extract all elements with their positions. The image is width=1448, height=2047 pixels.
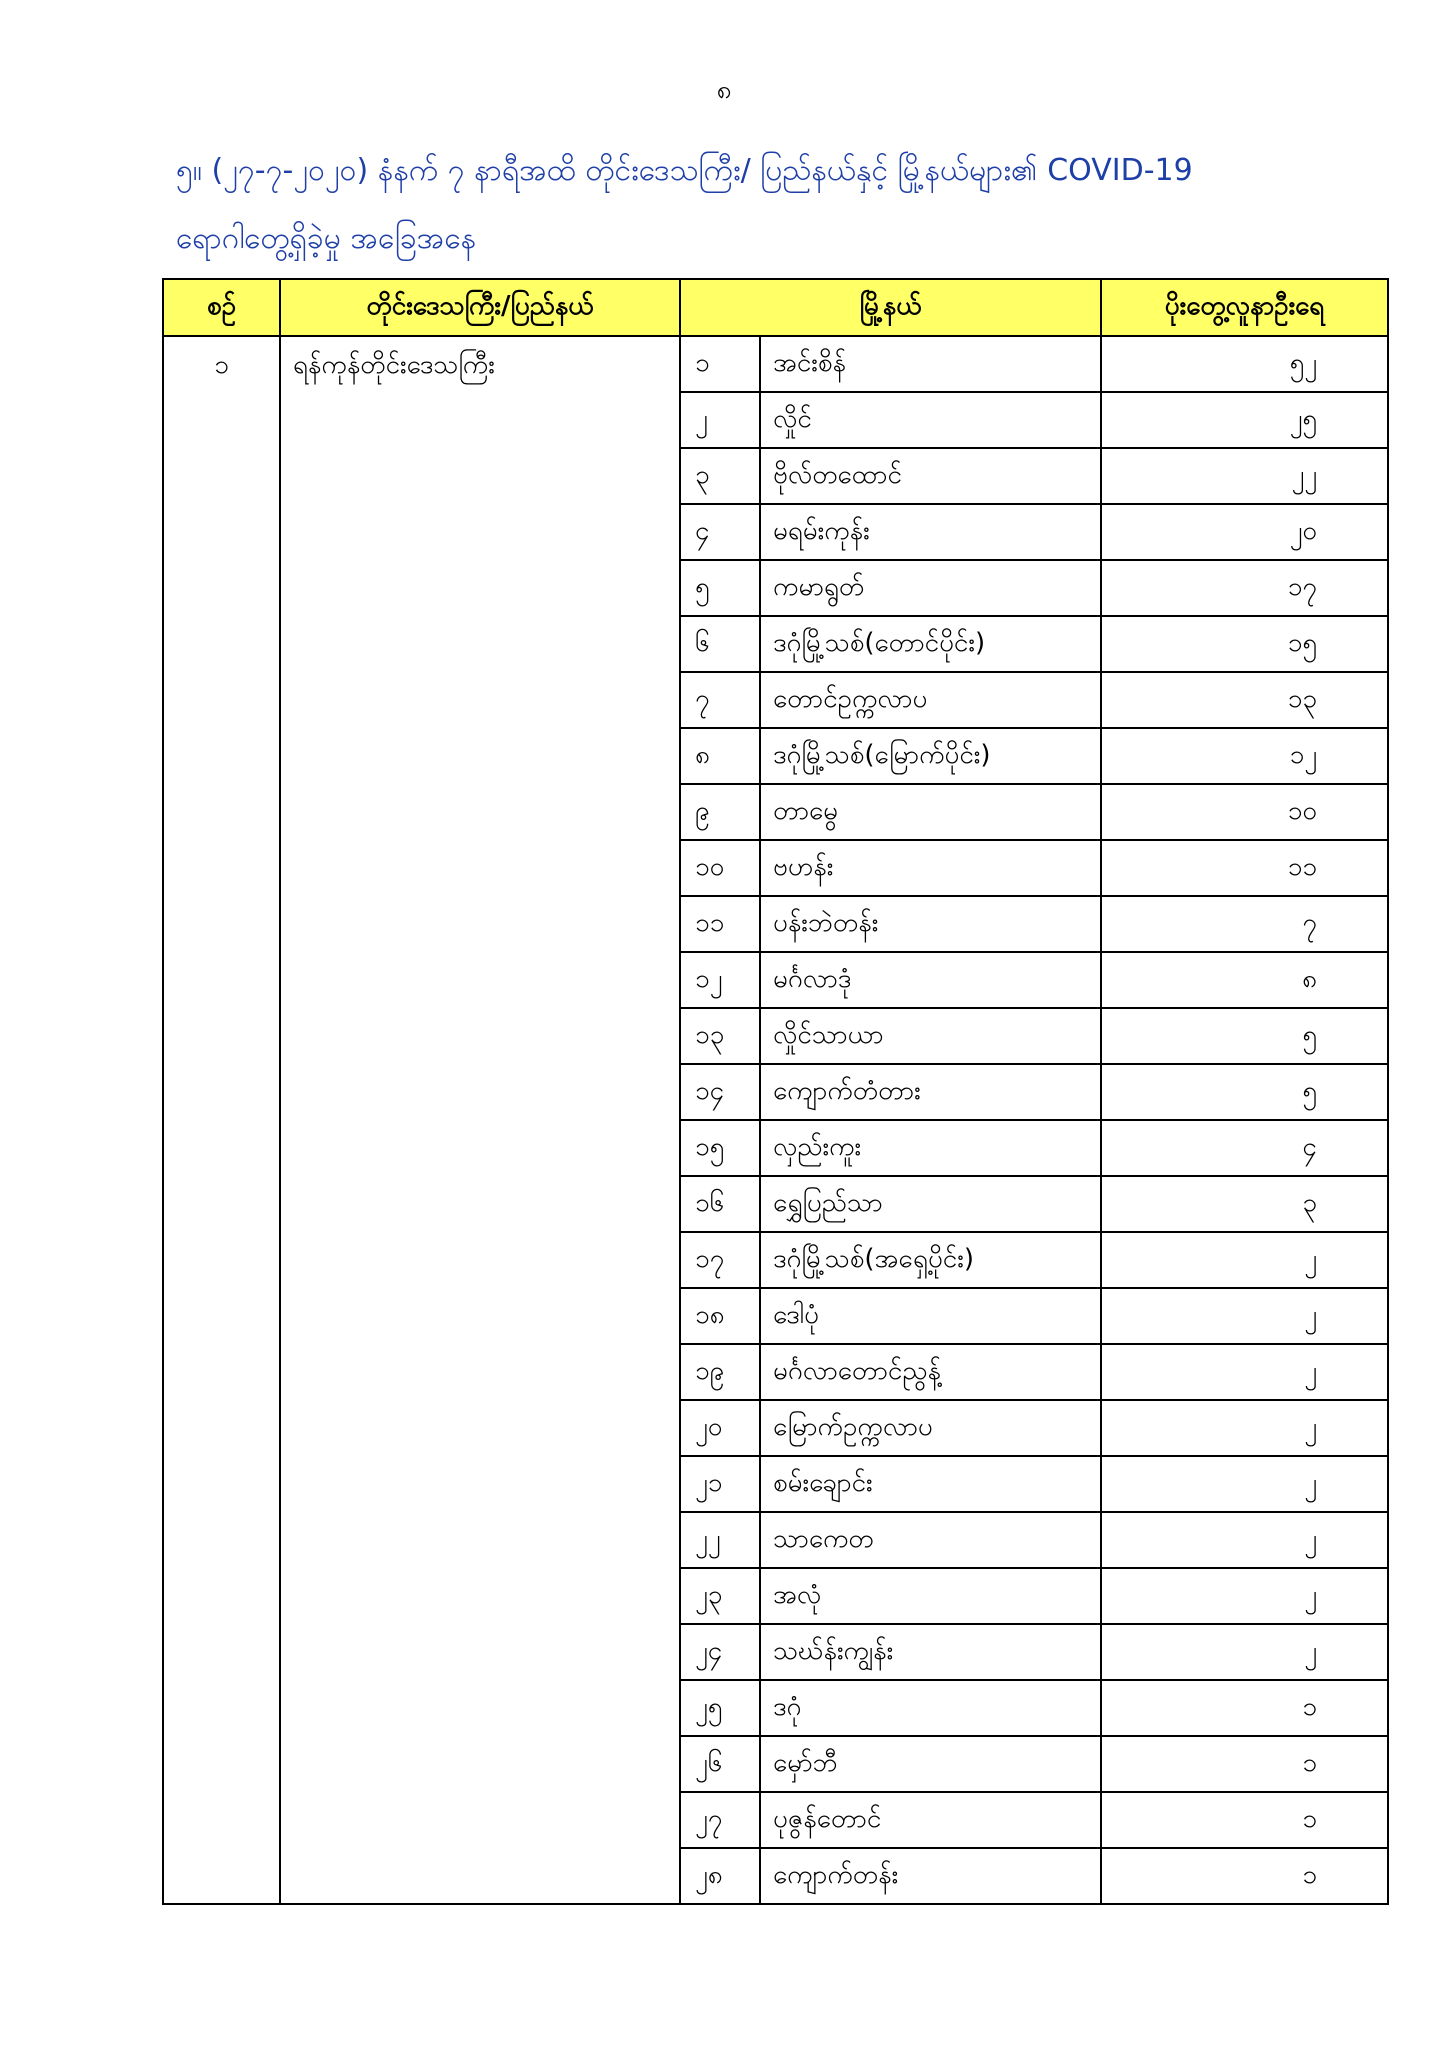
case-count: ၁၂ [1101, 728, 1388, 784]
township-number: ၂၄ [680, 1624, 760, 1680]
township-name: မင်္ဂလာဒုံ [760, 952, 1101, 1008]
township-number: ၇ [680, 672, 760, 728]
township-number: ၄ [680, 504, 760, 560]
township-name: အလုံ [760, 1568, 1101, 1624]
township-number: ၁၁ [680, 896, 760, 952]
township-number: ၁ [680, 336, 760, 392]
township-number: ၁၇ [680, 1232, 760, 1288]
case-count: ၁ [1101, 1792, 1388, 1848]
township-number: ၂၃ [680, 1568, 760, 1624]
township-name: ဒေါပုံ [760, 1288, 1101, 1344]
header-serial: စဉ် [163, 279, 280, 336]
township-name: လှည်းကူး [760, 1120, 1101, 1176]
township-number: ၂၂ [680, 1512, 760, 1568]
case-count: ၁ [1101, 1736, 1388, 1792]
case-count: ၁၀ [1101, 784, 1388, 840]
township-number: ၂၅ [680, 1680, 760, 1736]
case-count: ၂ [1101, 1624, 1388, 1680]
township-name: လှိုင် [760, 392, 1101, 448]
case-count: ၂၂ [1101, 448, 1388, 504]
case-count: ၅ [1101, 1008, 1388, 1064]
case-count: ၂ [1101, 1344, 1388, 1400]
township-number: ၂၈ [680, 1848, 760, 1904]
case-count: ၇ [1101, 896, 1388, 952]
township-name: တောင်ဥက္ကလာပ [760, 672, 1101, 728]
case-count: ၅ [1101, 1064, 1388, 1120]
township-name: တာမွေ [760, 784, 1101, 840]
case-count: ၂၀ [1101, 504, 1388, 560]
township-number: ၂ [680, 392, 760, 448]
case-count: ၅၂ [1101, 336, 1388, 392]
township-name: မင်္ဂလာတောင်ညွန့် [760, 1344, 1101, 1400]
township-name: လှိုင်သာယာ [760, 1008, 1101, 1064]
township-name: မရမ်းကုန်း [760, 504, 1101, 560]
case-count: ၈ [1101, 952, 1388, 1008]
township-name: ဗိုလ်တထောင် [760, 448, 1101, 504]
township-number: ၆ [680, 616, 760, 672]
township-name: အင်းစိန် [760, 336, 1101, 392]
document-heading-continued: ရောဂါတွေ့ရှိခဲ့မှု အခြေအနေ [176, 221, 477, 256]
page-number: ၈ [716, 75, 732, 105]
township-number: ၉ [680, 784, 760, 840]
township-number: ၁၉ [680, 1344, 760, 1400]
township-number: ၁၂ [680, 952, 760, 1008]
case-count: ၁၃ [1101, 672, 1388, 728]
township-number: ၁၅ [680, 1120, 760, 1176]
case-count: ၂ [1101, 1232, 1388, 1288]
header-region: တိုင်းဒေသကြီး/ပြည်နယ် [280, 279, 680, 336]
township-number: ၁၈ [680, 1288, 760, 1344]
township-number: ၈ [680, 728, 760, 784]
table-header-row [163, 279, 1388, 336]
township-name: ပန်းဘဲတန်း [760, 896, 1101, 952]
township-name: မှော်ဘီ [760, 1736, 1101, 1792]
township-name: ပုဇွန်တောင် [760, 1792, 1101, 1848]
township-number: ၁၀ [680, 840, 760, 896]
township-number: ၁၄ [680, 1064, 760, 1120]
table-body [163, 336, 1388, 1904]
header-case-count: ပိုးတွေ့လူနာဦးရေ [1101, 279, 1388, 336]
township-number: ၁၆ [680, 1176, 760, 1232]
township-number: ၅ [680, 560, 760, 616]
case-count: ၂ [1101, 1400, 1388, 1456]
case-count: ၁၇ [1101, 560, 1388, 616]
township-cases-table [162, 278, 1389, 1905]
case-count: ၂ [1101, 1568, 1388, 1624]
header-township: မြို့နယ် [680, 279, 1101, 336]
case-count: ၄ [1101, 1120, 1388, 1176]
township-name: ရွှေပြည်သာ [760, 1176, 1101, 1232]
township-number: ၁၃ [680, 1008, 760, 1064]
region-name: ရန်ကုန်တိုင်းဒေသကြီး [280, 336, 680, 1904]
township-number: ၂၁ [680, 1456, 760, 1512]
table-row [163, 336, 1388, 392]
document-heading: ၅။ (၂၇-၇-၂၀၂၀) နံနက် ၇ နာရီအထိ တိုင်းဒေသကြီး/ ပြည်နယ်နှင့် မြို့နယ်များ၏ COVID-19 [176, 153, 1193, 188]
township-name: ဗဟန်း [760, 840, 1101, 896]
case-count: ၂ [1101, 1456, 1388, 1512]
township-name: သာကေတ [760, 1512, 1101, 1568]
case-count: ၂၅ [1101, 392, 1388, 448]
township-name: သဃ်န်းကျွန်း [760, 1624, 1101, 1680]
township-number: ၂၇ [680, 1792, 760, 1848]
township-name: ဒဂုံမြို့သစ်(တောင်ပိုင်း) [760, 616, 1101, 672]
case-count: ၂ [1101, 1288, 1388, 1344]
case-count: ၁၅ [1101, 616, 1388, 672]
township-name: စမ်းချောင်း [760, 1456, 1101, 1512]
township-name: မြောက်ဥက္ကလာပ [760, 1400, 1101, 1456]
case-count: ၁ [1101, 1848, 1388, 1904]
case-count: ၃ [1101, 1176, 1388, 1232]
township-name: ဒဂုံမြို့သစ်(မြောက်ပိုင်း) [760, 728, 1101, 784]
township-name: ဒဂုံမြို့သစ်(အရှေ့ပိုင်း) [760, 1232, 1101, 1288]
township-name: ဒဂုံ [760, 1680, 1101, 1736]
case-count: ၂ [1101, 1512, 1388, 1568]
region-serial: ၁ [163, 336, 280, 1904]
case-count: ၁ [1101, 1680, 1388, 1736]
township-number: ၂၆ [680, 1736, 760, 1792]
case-count: ၁၁ [1101, 840, 1388, 896]
township-name: ကမာရွတ် [760, 560, 1101, 616]
township-number: ၂၀ [680, 1400, 760, 1456]
township-name: ကျောက်တံတား [760, 1064, 1101, 1120]
township-name: ကျောက်တန်း [760, 1848, 1101, 1904]
township-number: ၃ [680, 448, 760, 504]
